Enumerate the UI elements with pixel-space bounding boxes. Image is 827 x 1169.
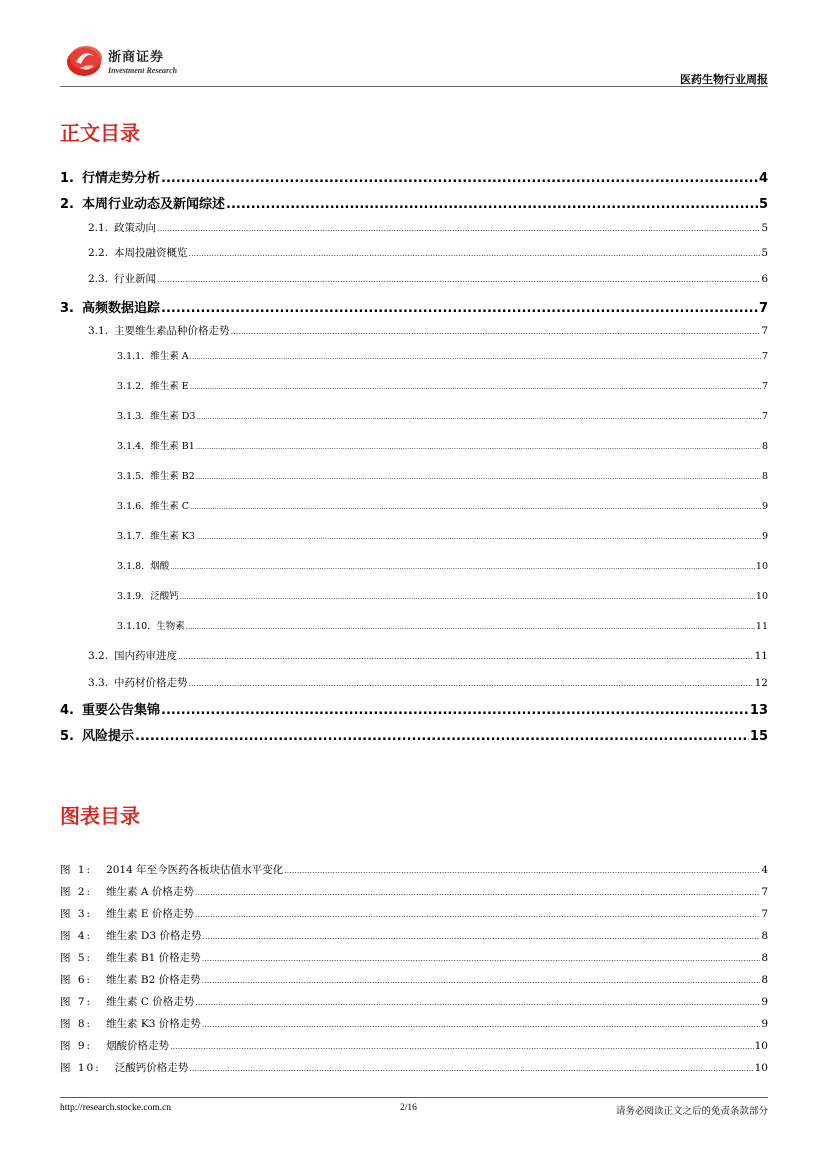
toc-entry-number: 3.1.9. bbox=[117, 591, 145, 602]
toc-entry-number: 3.1.4. bbox=[117, 441, 145, 452]
toc-entry-number: 3.2. bbox=[88, 650, 109, 662]
toc-entry-page: 4 bbox=[758, 171, 768, 186]
figure-entry-label: 维生素 B2 价格走势 bbox=[106, 974, 201, 986]
figure-entry-page: 7 bbox=[761, 886, 768, 898]
figure-entry[interactable] bbox=[60, 884, 768, 899]
dot-leader bbox=[190, 353, 761, 361]
toc-entry[interactable] bbox=[60, 220, 768, 235]
figure-entry[interactable] bbox=[60, 994, 768, 1009]
dot-leader bbox=[157, 224, 760, 233]
dot-leader bbox=[161, 301, 758, 316]
brand-name: 浙商证券 bbox=[108, 50, 165, 65]
footer-divider bbox=[60, 1097, 768, 1098]
page-number: 2/16 bbox=[400, 1103, 417, 1113]
figure-entry[interactable] bbox=[60, 862, 768, 877]
toc-entry-page: 5 bbox=[761, 222, 768, 234]
toc-entry-page: 11 bbox=[754, 650, 768, 662]
toc-entry-label: 维生素 A bbox=[150, 351, 189, 362]
toc-entry-number: 4. bbox=[60, 703, 74, 718]
figure-entry[interactable] bbox=[60, 1060, 768, 1075]
toc-entry[interactable] bbox=[60, 699, 768, 718]
toc-entry-page: 7 bbox=[761, 411, 768, 422]
brand-tagline: Investment Research bbox=[108, 66, 178, 75]
dot-leader bbox=[195, 888, 760, 897]
toc-entry[interactable] bbox=[60, 245, 768, 260]
dot-leader bbox=[170, 563, 755, 571]
dot-leader bbox=[186, 623, 755, 631]
toc-entry-number: 5. bbox=[60, 729, 74, 744]
figure-entry-page: 8 bbox=[761, 930, 768, 942]
dot-leader bbox=[196, 443, 761, 451]
contents-title: 正文目录 bbox=[60, 121, 140, 145]
toc-entry[interactable] bbox=[60, 558, 768, 572]
figure-entry-number: 图 9: bbox=[60, 1040, 93, 1052]
figure-entry-page: 8 bbox=[761, 952, 768, 964]
figure-entry[interactable] bbox=[60, 1038, 768, 1053]
figure-entry[interactable] bbox=[60, 972, 768, 987]
figure-entry[interactable] bbox=[60, 1016, 768, 1031]
figure-entry-number: 图 3: bbox=[60, 908, 93, 920]
toc-entry-number: 3.1.3. bbox=[117, 411, 145, 422]
toc-entry-page: 5 bbox=[758, 197, 768, 212]
dot-leader bbox=[202, 976, 761, 985]
dot-leader bbox=[202, 932, 760, 941]
toc-entry-label: 维生素 B1 bbox=[150, 441, 195, 452]
figure-entry[interactable] bbox=[60, 906, 768, 921]
toc-entry-number: 3.1.5. bbox=[117, 471, 145, 482]
dot-leader bbox=[195, 998, 760, 1007]
toc-entry-label: 行情走势分析 bbox=[81, 171, 160, 186]
figure-entry-number: 图 2: bbox=[60, 886, 93, 898]
dot-leader bbox=[189, 1064, 753, 1073]
figure-entry-page: 10 bbox=[754, 1062, 768, 1074]
figure-entry-number: 图 8: bbox=[60, 1018, 93, 1030]
toc-entry-number: 2.1. bbox=[88, 222, 109, 234]
header-divider bbox=[60, 86, 768, 87]
dot-leader bbox=[189, 249, 761, 258]
dot-leader bbox=[196, 473, 761, 481]
dot-leader bbox=[195, 910, 760, 919]
figure-entry-label: 维生素 B1 价格走势 bbox=[106, 952, 201, 964]
toc-entry-number: 1. bbox=[60, 171, 74, 186]
dot-leader bbox=[190, 383, 761, 391]
toc-entry-page: 10 bbox=[755, 591, 768, 602]
toc-entry-page: 8 bbox=[761, 471, 768, 482]
toc-entry[interactable] bbox=[60, 271, 768, 286]
toc-entry-number: 3.1.7. bbox=[117, 531, 145, 542]
toc-entry[interactable] bbox=[60, 378, 768, 392]
toc-entry[interactable] bbox=[60, 648, 768, 663]
toc-entry-label: 生物素 bbox=[156, 621, 185, 632]
figure-entry-page: 9 bbox=[761, 1018, 768, 1030]
toc-entry-label: 国内药审进度 bbox=[114, 650, 178, 662]
toc-entry-number: 3.1.2. bbox=[117, 381, 145, 392]
figure-entry-label: 维生素 E 价格走势 bbox=[106, 908, 194, 920]
toc-entry-label: 维生素 C bbox=[150, 501, 189, 512]
toc-entry[interactable] bbox=[60, 618, 768, 632]
toc-entry-label: 本周投融资概览 bbox=[114, 247, 188, 259]
toc-entry-label: 行业新闻 bbox=[114, 273, 157, 285]
toc-entry-number: 3.3. bbox=[88, 677, 109, 689]
toc-entry[interactable] bbox=[60, 348, 768, 362]
toc-entry-label: 维生素 B2 bbox=[150, 471, 195, 482]
footer-disclaimer: 请务必阅读正文之后的免责条款部分 bbox=[615, 1106, 768, 1117]
toc-entry[interactable] bbox=[60, 498, 768, 512]
figure-entry[interactable] bbox=[60, 928, 768, 943]
figure-entry-number: 图 1: bbox=[60, 864, 93, 876]
figure-entry[interactable] bbox=[60, 950, 768, 965]
toc-entry-number: 2.2. bbox=[88, 247, 109, 259]
figure-entry-page: 9 bbox=[761, 996, 768, 1008]
toc-entry[interactable] bbox=[60, 468, 768, 482]
figure-entry-label: 烟酸价格走势 bbox=[106, 1040, 170, 1052]
dot-leader bbox=[190, 503, 761, 511]
toc-entry-number: 3. bbox=[60, 301, 74, 316]
toc-entry[interactable] bbox=[60, 323, 768, 338]
dot-leader bbox=[157, 275, 760, 284]
figure-entry-label: 维生素 A 价格走势 bbox=[106, 886, 194, 898]
dot-leader bbox=[180, 593, 755, 601]
toc-entry-number: 3.1. bbox=[88, 325, 109, 337]
dot-leader bbox=[161, 703, 749, 718]
toc-entry-number: 2. bbox=[60, 197, 74, 212]
toc-entry-label: 主要维生素品种价格走势 bbox=[114, 325, 230, 337]
toc-entry[interactable] bbox=[60, 675, 768, 690]
dot-leader bbox=[202, 1020, 761, 1029]
toc-entry-page: 9 bbox=[761, 501, 768, 512]
toc-entry-page: 6 bbox=[761, 273, 768, 285]
toc-entry[interactable] bbox=[60, 167, 768, 186]
toc-entry-page: 13 bbox=[749, 703, 768, 718]
toc-entry-page: 7 bbox=[761, 325, 768, 337]
footer-url[interactable]: http://research.stocke.com.cn bbox=[60, 1103, 172, 1113]
dot-leader bbox=[178, 652, 754, 661]
figures-title: 图表目录 bbox=[60, 804, 140, 828]
figure-entry-label: 泛酸钙价格走势 bbox=[114, 1062, 189, 1074]
toc-entry-label: 风险提示 bbox=[81, 729, 134, 744]
figure-entry-label: 维生素 D3 价格走势 bbox=[106, 930, 202, 942]
dot-leader bbox=[161, 171, 758, 186]
toc-entry-page: 7 bbox=[758, 301, 768, 316]
toc-entry-label: 政策动向 bbox=[114, 222, 157, 234]
toc-entry-label: 维生素 D3 bbox=[150, 411, 196, 422]
dot-leader bbox=[196, 533, 761, 541]
toc-entry[interactable] bbox=[60, 408, 768, 422]
toc-entry-page: 15 bbox=[749, 729, 768, 744]
toc-entry[interactable] bbox=[60, 193, 768, 212]
toc-entry-label: 高频数据追踪 bbox=[81, 301, 160, 316]
toc-entry-page: 10 bbox=[755, 561, 768, 572]
figure-entry-page: 4 bbox=[761, 864, 768, 876]
toc-entry-page: 12 bbox=[754, 677, 768, 689]
toc-entry-label: 烟酸 bbox=[150, 561, 170, 572]
dot-leader bbox=[196, 413, 761, 421]
figure-entry-page: 8 bbox=[761, 974, 768, 986]
toc-entry-label: 本周行业动态及新闻综述 bbox=[81, 197, 225, 212]
toc-entry-label: 中药材价格走势 bbox=[114, 677, 188, 689]
dot-leader bbox=[170, 1042, 754, 1051]
toc-entry[interactable] bbox=[60, 588, 768, 602]
toc-entry-number: 3.1.8. bbox=[117, 561, 145, 572]
toc-entry-page: 8 bbox=[761, 441, 768, 452]
toc-entry-number: 3.1.10. bbox=[117, 621, 151, 632]
toc-entry-number: 2.3. bbox=[88, 273, 109, 285]
toc-entry-page: 9 bbox=[761, 531, 768, 542]
dot-leader bbox=[231, 327, 761, 336]
figure-entry-label: 维生素 C 价格走势 bbox=[106, 996, 195, 1008]
dot-leader bbox=[135, 729, 749, 744]
figure-entry-number: 图 7: bbox=[60, 996, 93, 1008]
logo-icon bbox=[64, 42, 104, 78]
toc-entry-page: 7 bbox=[761, 381, 768, 392]
dot-leader bbox=[189, 679, 754, 688]
dot-leader bbox=[202, 954, 761, 963]
toc-entry[interactable] bbox=[60, 528, 768, 542]
figure-entry-page: 10 bbox=[754, 1040, 768, 1052]
toc-entry[interactable] bbox=[60, 438, 768, 452]
toc-entry-number: 3.1.1. bbox=[117, 351, 145, 362]
dot-leader bbox=[226, 197, 758, 212]
toc-entry-page: 11 bbox=[755, 621, 768, 632]
figure-entry-label: 2014 年至今医药各板块估值水平变化 bbox=[106, 864, 284, 876]
toc-entry[interactable] bbox=[60, 297, 768, 316]
toc-entry-number: 3.1.6. bbox=[117, 501, 145, 512]
toc-entry-page: 7 bbox=[761, 351, 768, 362]
dot-leader bbox=[284, 866, 760, 875]
figure-entry-number: 图 10: bbox=[60, 1062, 101, 1074]
toc-entry-label: 重要公告集锦 bbox=[81, 703, 160, 718]
toc-entry-label: 维生素 K3 bbox=[150, 531, 195, 542]
toc-entry-label: 维生素 E bbox=[150, 381, 189, 392]
toc-entry[interactable] bbox=[60, 725, 768, 744]
toc-entry-page: 5 bbox=[761, 247, 768, 259]
page-header bbox=[60, 38, 768, 88]
figure-entry-number: 图 6: bbox=[60, 974, 93, 986]
figure-entry-page: 7 bbox=[761, 908, 768, 920]
toc-entry-label: 泛酸钙 bbox=[150, 591, 179, 602]
figure-entry-number: 图 5: bbox=[60, 952, 93, 964]
report-type: 医药生物行业周报 bbox=[680, 73, 768, 86]
figure-entry-label: 维生素 K3 价格走势 bbox=[106, 1018, 201, 1030]
figure-entry-number: 图 4: bbox=[60, 930, 93, 942]
